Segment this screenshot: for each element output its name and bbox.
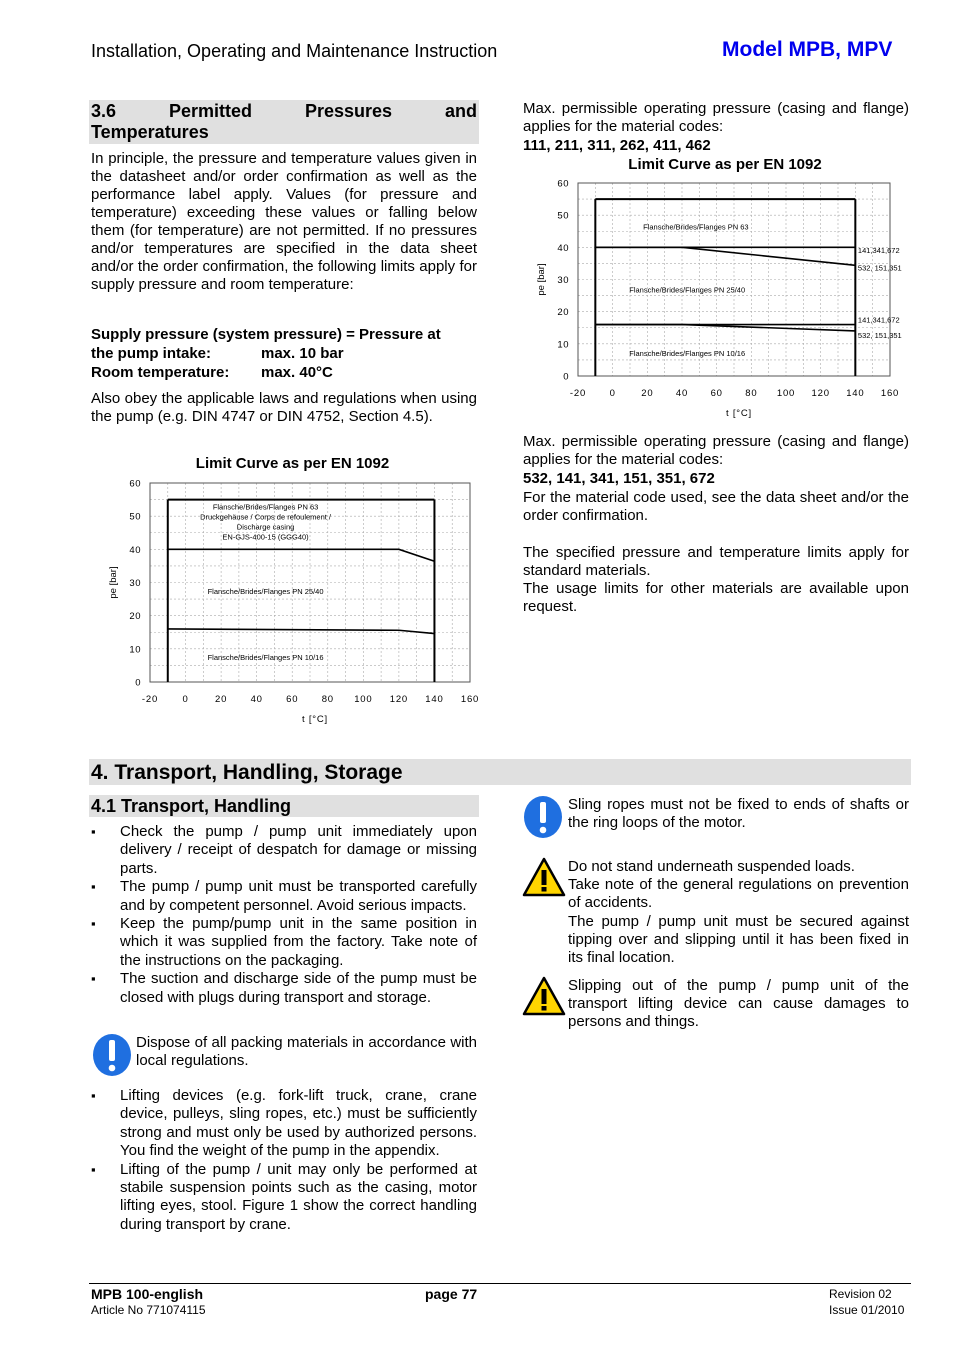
y-tick-label: 40: [557, 242, 569, 254]
pn63-label: EN-GJS-400-15 (GGG40): [222, 532, 309, 542]
x-tick-label: 40: [250, 694, 263, 705]
right-note-2: The specified pressure and temperature limits apply for standard materials.: [523, 544, 909, 579]
warning-2: Slipping out of the pump / pump unit of the transport lifting device can cause damages to persons and things.: [568, 977, 909, 1030]
x-tick-label: -20: [141, 694, 159, 705]
right-intro-2: Max. permissible operating pressure (casing and flange) applies for the material codes:: [523, 433, 909, 468]
model-name: Model MPB, MPV: [722, 38, 893, 61]
y-tick-label: 30: [557, 275, 569, 286]
x-tick-label: 60: [710, 388, 723, 399]
warning-triangle-icon: [522, 976, 566, 1016]
warning-triangle-icon: [522, 857, 566, 897]
x-tick-label: 20: [641, 388, 654, 399]
laws-paragraph: Also obey the applicable laws and regulations when using the pump (e.g. DIN 4747 or DIN 4752, Section 4.5).: [91, 390, 477, 425]
room-row: [91, 363, 477, 382]
series-line: [168, 629, 435, 634]
supply-value: max. 10 bar: [261, 345, 344, 362]
x-tick-label: 140: [846, 388, 865, 399]
list-item: ▪ Lifting devices (e.g. fork-lift truck, crane, crane device, pulleys, sling ropes, etc.) must be sufficiently strong and must only be used by authorized persons. You find the weight of the pump in the appendix.: [91, 1087, 477, 1161]
transport-bullets: [91, 823, 477, 1007]
pn2540-label: Flansche/Brides/Flanges PN 25/40: [207, 586, 324, 596]
x-tick-label: 100: [776, 388, 796, 399]
lifting-bullets: [91, 1087, 477, 1234]
pn63-label: Druckgehäuse / Corps de refoulement /: [200, 512, 332, 522]
x-axis-label: t [°C]: [301, 714, 329, 725]
warning-1-line-c: The pump / pump unit must be secured against tipping over and slipping until it has been fixed in its final location.: [568, 913, 909, 966]
x-tick-label: 80: [321, 694, 334, 705]
heading-line2: Temperatures: [91, 122, 209, 142]
limit-curve-chart-2: [530, 173, 920, 423]
heading-word: and: [444, 101, 477, 121]
warning-1-line-a: Do not stand underneath suspended loads.: [568, 858, 855, 875]
y-tick-label: 40: [129, 544, 141, 556]
x-tick-label: 160: [460, 694, 480, 705]
code-label: 141,341,672: [857, 315, 900, 325]
chart1-title: Limit Curve as per EN 1092: [195, 455, 390, 472]
pn1016-label: Flansche/Brides/Flanges PN 10/16: [207, 653, 324, 663]
series-line: [168, 549, 435, 561]
y-tick-label: 10: [129, 644, 141, 656]
x-tick-label: 60: [286, 694, 299, 705]
footer-page: page 77: [425, 1286, 478, 1302]
material-codes-1: 111, 211, 311, 262, 411, 462: [523, 137, 711, 154]
y-tick-label: 50: [557, 210, 569, 222]
x-tick-label: 120: [389, 694, 409, 705]
list-item: ▪ The pump / pump unit must be transported carefully and by competent personnel. Avoid serious impacts.: [91, 878, 477, 915]
pn63-label: Flansche/Brides/Flanges PN 63: [643, 222, 749, 232]
supply-row: [91, 344, 477, 363]
code-label: 532, 151,351: [857, 263, 902, 273]
info-exclamation-icon: [523, 795, 563, 839]
list-item: ▪ The suction and discharge side of the pump must be closed with plugs during transport and storage.: [91, 970, 477, 1007]
y-axis-label: pe [bar]: [536, 263, 547, 296]
x-tick-label: 20: [215, 694, 228, 705]
series-line: [595, 247, 855, 265]
warning-1-line-b: Take note of the general regulations on prevention of accidents.: [568, 876, 909, 911]
y-tick-label: 50: [129, 511, 141, 523]
footer-revision: Revision 02: [829, 1287, 892, 1301]
list-item: ▪ Keep the pump/pump unit in the same position in which it was supplied from the factory. Take note of the instructions on the packaging.: [91, 915, 477, 970]
supply-line: Supply pressure (system pressure) = Pressure at: [91, 326, 441, 343]
y-tick-label: 0: [135, 677, 141, 689]
x-axis-label: t [°C]: [725, 408, 753, 419]
x-tick-label: 140: [425, 694, 444, 705]
y-tick-label: 30: [129, 578, 141, 589]
y-tick-label: 20: [129, 611, 141, 623]
document-title: Installation, Operating and Maintenance Instruction: [91, 41, 498, 61]
intro-paragraph: In principle, the pressure and temperature values given in the datasheet and/or order confirmation as well as the performance label apply. Values (for pressure and temperature) exceeding these values or falling below them (for temperature) are not permitted. If no pressures and/or temperatures are specified in the data sheet and/or the order confirmation, the following limits apply for supply pressure and room temperature:: [91, 150, 477, 293]
footer-doc: MPB 100-english: [91, 1286, 204, 1302]
supply-label: the pump intake:: [91, 345, 212, 362]
y-tick-label: 60: [557, 178, 569, 190]
code-label: 141,341,672: [857, 245, 900, 255]
x-tick-label: 160: [880, 388, 900, 399]
section-4-heading: 4. Transport, Handling, Storage: [89, 759, 911, 785]
footer-issue: Issue 01/2010: [829, 1303, 905, 1317]
section-4-1-heading: 4.1 Transport, Handling: [89, 795, 479, 817]
x-tick-label: -20: [569, 388, 587, 399]
limit-curve-chart-1: [100, 472, 490, 727]
section-3-6-heading: [89, 100, 479, 144]
room-value: max. 40°C: [261, 364, 333, 381]
sling-note: Sling ropes must not be fixed to ends of shafts or the ring loops of the motor.: [568, 796, 909, 831]
code-label: 532, 151,351: [857, 331, 902, 341]
x-tick-label: 40: [675, 388, 689, 399]
heading-word: Permitted: [168, 101, 252, 121]
y-tick-label: 20: [557, 307, 569, 319]
list-item: ▪ Check the pump / pump unit immediately upon delivery / receipt of despatch for damage or missing parts.: [91, 823, 477, 878]
x-tick-label: 120: [811, 388, 830, 399]
info-exclamation-icon: [92, 1033, 132, 1077]
y-tick-label: 60: [129, 478, 141, 490]
heading-word: Pressures: [304, 101, 393, 121]
x-tick-label: 0: [182, 694, 189, 705]
x-tick-label: 0: [609, 388, 616, 399]
dispose-note: Dispose of all packing materials in accordance with local regulations.: [136, 1034, 477, 1069]
material-codes-2: 532, 141, 341, 151, 351, 672: [523, 470, 715, 487]
right-note-3: The usage limits for other materials are available upon request.: [523, 580, 909, 615]
chart2-title: Limit Curve as per EN 1092: [628, 156, 822, 173]
supply-pressure-block: [91, 325, 477, 382]
pn63-label: Flansche/Brides/Flanges PN 63: [212, 502, 319, 512]
y-axis-label: pe [bar]: [108, 566, 119, 599]
pn2540-label: Flansche/Brides/Flanges PN 25/40: [629, 285, 746, 295]
pn63-label: Discharge casing: [236, 522, 295, 532]
x-tick-label: 100: [354, 694, 373, 705]
right-intro-1: Max. permissible operating pressure (casing and flange) applies for the material codes:: [523, 100, 909, 135]
x-tick-label: 80: [745, 388, 758, 399]
right-note-1: For the material code used, see the data sheet and/or the order confirmation.: [523, 489, 909, 524]
y-tick-label: 10: [557, 339, 569, 351]
footer-article: Article No 771074115: [91, 1303, 206, 1317]
footer-divider: [89, 1283, 911, 1284]
y-tick-label: 0: [563, 371, 569, 383]
heading-word: 3.6: [91, 101, 117, 121]
list-item: ▪ Lifting of the pump / unit may only be performed at stabile suspension points such as the casing, motor lifting eyes, stool. Figure 1 show the correct handling during transport by crane.: [91, 1161, 477, 1235]
pn1016-label: Flansche/Brides/Flanges PN 10/16: [629, 349, 746, 359]
room-label: Room temperature:: [91, 364, 230, 381]
